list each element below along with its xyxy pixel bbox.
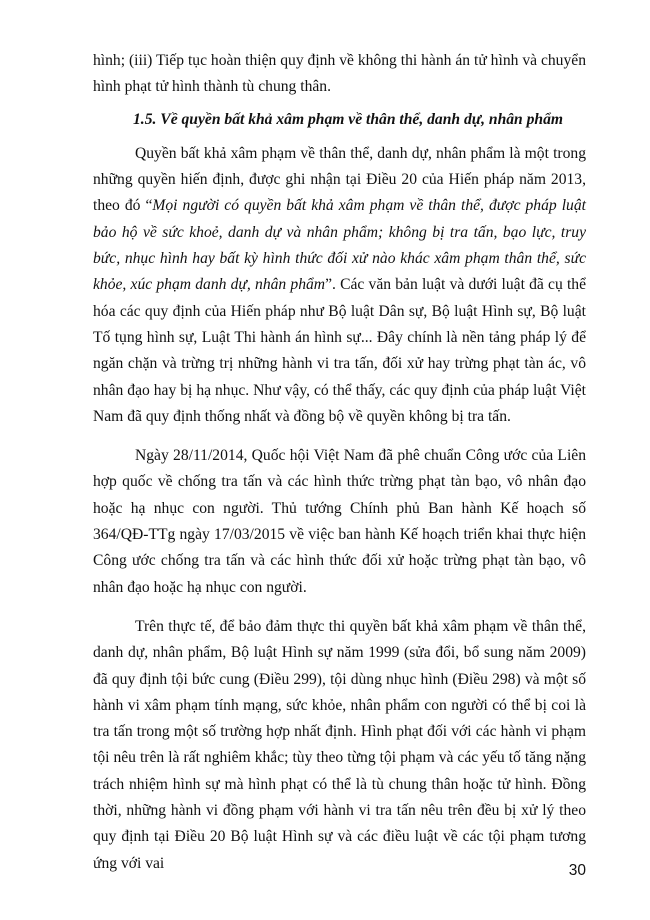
page-number: 30: [568, 862, 586, 879]
paragraph-constitution: [93, 141, 586, 430]
page-content: [93, 48, 586, 877]
constitution-quote: Mọi người có quyền bất khả xâm phạm về thân thể, được pháp luật bảo hộ về sức khoẻ, danh dự và nhân phẩm; không bị tra tấn, bạo lực, truy bức, nhục hình hay bất kỳ hình thức đối xử nào khác xâm phạm thân thể, sức khỏe, xúc phạm danh dự, nhân phẩm: [93, 197, 586, 294]
paragraph-continuation: hình; (iii) Tiếp tục hoàn thiện quy định về không thi hành án tử hình và chuyển hình phạt tử hình thành tù chung thân.: [93, 52, 586, 96]
paragraph-convention: Ngày 28/11/2014, Quốc hội Việt Nam đã phê chuẩn Công ước của Liên hợp quốc về chống tra tấn và các hình thức trừng phạt tàn bạo, vô nhân đạo hoặc hạ nhục con người. Thủ tướng Chính phủ Ban hành Kế hoạch số 364/QĐ-TTg ngày 17/03/2015 về việc ban hành Kế hoạch triển khai thực hiện Công ước chống tra tấn và các hình thức đối xử hoặc trừng phạt tàn bạo, vô nhân đạo hoặc hạ nhục con người.: [93, 447, 586, 596]
paragraph-criminal-code: Trên thực tế, để bảo đảm thực thi quyền bất khả xâm phạm về thân thể, danh dự, nhân phẩm, Bộ luật Hình sự năm 1999 (sửa đổi, bổ sung năm 2009) đã quy định tội bức cung (Điều 299), tội dùng nhục hình (Điều 298) và một số hành vi xâm phạm tính mạng, sức khỏe, nhân phẩm con người có thể bị coi là tra tấn trong một số trường hợp nhất định. Hình phạt đối với các hành vi phạm tội nêu trên là rất nghiêm khắc; tùy theo từng tội phạm và các yếu tố tăng nặng trách nhiệm hình sự mà hình phạt có thể là tù chung thân hoặc tử hình. Đồng thời, những hành vi đồng phạm với hành vi tra tấn nêu trên đều bị xử lý theo quy định tại Điều 20 Bộ luật Hình sự và các điều luật về các tội phạm tương ứng với vai: [93, 617, 586, 872]
section-heading: 1.5. Về quyền bất khả xâm phạm về thân thể, danh dự, nhân phẩm: [133, 110, 564, 128]
paragraph-text: Quyền bất khả xâm phạm về thân thể, danh dự, nhân phẩm là một trong những quyền hiến định, được ghi nhận tại Điều 20 của Hiến pháp năm 2013, theo đó “: [93, 144, 586, 215]
paragraph-text: ”. Các văn bản luật và dưới luật đã cụ thể hóa các quy định của Hiến pháp như Bộ luật Dân sự, Bộ luật Hình sự, Bộ luật Tố tụng hình sự, Luật Thi hành án hình sự... Đây chính là nền tảng pháp lý để ngăn chặn và trừng trị những hành vi tra tấn, đối xử hay trừng phạt tàn ác, vô nhân đạo hay bị hạ nhục. Như vậy, có thể thấy, các quy định của pháp luật Việt Nam đã quy định thống nhất và đồng bộ về quyền không bị tra tấn.: [93, 276, 586, 425]
